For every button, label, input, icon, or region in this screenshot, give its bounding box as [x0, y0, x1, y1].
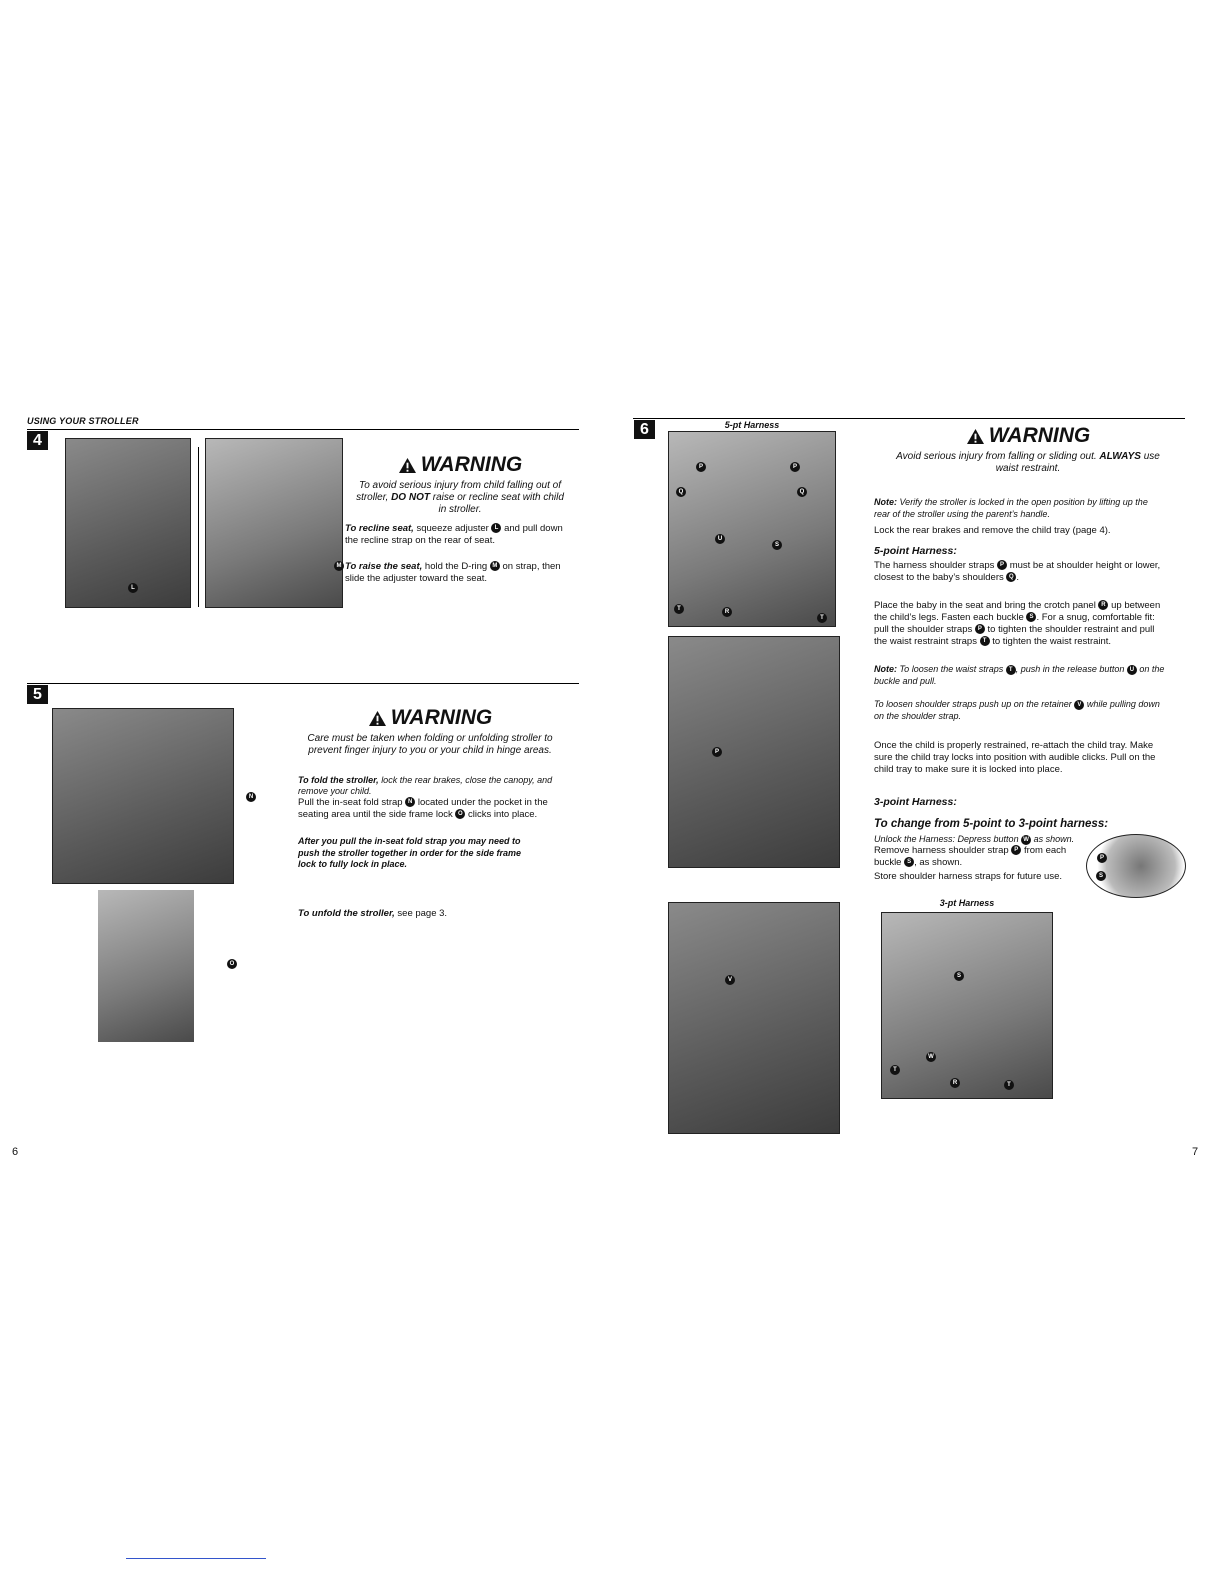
step6-rule: [633, 418, 1185, 419]
recline-line: [345, 523, 577, 535]
loosen-line: on the shoulder strap.: [874, 710, 962, 721]
warning-title-text: WARNING: [390, 706, 493, 729]
remove-text: Remove harness shoulder strap: [874, 845, 1009, 856]
tag-Q: Q: [1006, 572, 1016, 582]
step-number-4: 4: [27, 431, 48, 450]
footer-link-underline: [126, 1558, 266, 1559]
pull-text: clicks into place.: [468, 809, 538, 820]
tag-P: P: [1011, 845, 1021, 855]
step-number-6: 6: [634, 420, 655, 439]
note-text: on the: [1139, 664, 1165, 674]
place-line: [874, 600, 1186, 612]
five-line: closest to the baby’s shoulders Q .: [874, 572, 1020, 583]
place-baby-text: [874, 600, 1186, 648]
tag-T: T: [980, 636, 990, 646]
place-text: to tighten the waist restraint.: [992, 636, 1112, 647]
recline-adjuster-illustration: [65, 438, 191, 608]
tag-P: P: [997, 560, 1007, 570]
warning-span: stroller,: [356, 492, 389, 503]
note-loosen-waist: [874, 664, 1186, 687]
place-text: Place the baby in the seat and bring the crotch panel: [874, 600, 1096, 611]
remove-line: [874, 857, 1084, 869]
place-text: the waist restraint straps: [874, 636, 977, 647]
callout-U: U: [715, 534, 725, 544]
fold-lead: To fold the stroller,: [298, 775, 379, 785]
illustration-divider: [198, 447, 199, 607]
tag-P: P: [975, 624, 985, 634]
tag-S: S: [1026, 612, 1036, 622]
fold-line: remove your child.: [298, 786, 372, 796]
place-text: up between: [1111, 600, 1161, 611]
remove-text: , as shown.: [914, 857, 963, 868]
place-line: [874, 612, 1186, 624]
change-harness-steps: [874, 833, 1084, 883]
place-line: [874, 624, 1186, 636]
warning-text: [296, 733, 564, 757]
after-line: After you pull the in-seat fold strap you may need to: [298, 836, 521, 846]
pull-line: [298, 797, 570, 809]
note-lead: Note:: [874, 497, 897, 507]
five-text: The harness shoulder straps: [874, 560, 995, 571]
note-text: To loosen the waist straps: [899, 664, 1004, 674]
tag-U: U: [1127, 665, 1137, 675]
warning-block-5: [296, 706, 564, 757]
note-line: rear of the stroller using the parent’s handle.: [874, 508, 1050, 519]
retainer-illustration: [668, 902, 840, 1134]
warning-title-text: WARNING: [988, 424, 1091, 447]
once-line: sure the child tray locks into position with audible clicks. Pull on the: [874, 752, 1156, 763]
warning-title-text: WARNING: [420, 453, 523, 476]
warning-title: [872, 424, 1184, 448]
callout-P: P: [1097, 853, 1107, 863]
callout-Q: Q: [676, 487, 686, 497]
fold-instructions: [298, 775, 570, 821]
note-verify: [874, 497, 1184, 520]
warning-line: prevent finger injury to you or your child in hinge areas.: [308, 745, 552, 756]
place-line: [874, 636, 1186, 648]
pull-text: seating area until the side frame lock: [298, 809, 453, 820]
unfold-lead: To unfold the stroller,: [298, 908, 395, 919]
five-text: must be at shoulder height or lower,: [1009, 560, 1161, 571]
tag-R: R: [1098, 600, 1108, 610]
remove-text: buckle: [874, 857, 902, 868]
tag-L: L: [491, 523, 501, 533]
tag-M: M: [490, 561, 500, 571]
place-text: the child’s legs. Fasten each buckle: [874, 612, 1024, 623]
fold-line: [298, 775, 570, 786]
change-harness-heading: To change from 5-point to 3-point harness:: [874, 818, 1109, 830]
warning-block-6: [872, 424, 1184, 475]
warning-span: use: [1143, 451, 1160, 462]
place-text: pull the shoulder straps: [874, 624, 973, 635]
note-line: [874, 664, 1186, 676]
unfold-instructions: [298, 908, 447, 920]
pull-text: located under the pocket in the: [417, 797, 548, 808]
callout-O: O: [227, 959, 237, 969]
place-text: . For a snug, comfortable fit:: [1036, 612, 1155, 623]
step5-rule: [27, 683, 579, 684]
warning-emphasis: ALWAYS: [1099, 451, 1141, 462]
shoulder-strap-illustration: [668, 636, 840, 868]
reattach-tray-text: [874, 740, 1186, 776]
warning-triangle-icon: [398, 457, 417, 474]
tag-N: N: [405, 797, 415, 807]
loosen-text: To loosen shoulder straps push up on the retainer: [874, 699, 1072, 709]
recline-text: and pull down: [504, 523, 563, 534]
five-point-text: [874, 560, 1184, 584]
three-point-heading: 3-point Harness:: [874, 796, 957, 808]
warning-span: raise or recline seat with child: [432, 492, 564, 503]
tag-W: W: [1021, 835, 1031, 845]
note-lead: Note:: [874, 664, 897, 674]
lock-brakes-text: Lock the rear brakes and remove the child tray (page 4).: [874, 525, 1111, 536]
pull-text: Pull the in-seat fold strap: [298, 797, 403, 808]
tag-V: V: [1074, 700, 1084, 710]
callout-T: T: [674, 604, 684, 614]
raise-instructions: [345, 561, 577, 585]
folded-stroller-illustration: [98, 890, 194, 1042]
after-line: push the stroller together in order for the side frame: [298, 847, 522, 858]
tag-T: T: [1006, 665, 1016, 675]
warning-span: Avoid serious injury from falling or sliding out.: [896, 451, 1097, 462]
raise-lead: To raise the seat,: [345, 561, 423, 572]
callout-T: T: [817, 613, 827, 623]
page-number-right: 7: [1192, 1146, 1199, 1158]
once-line: child tray to make sure it is locked into place.: [874, 764, 1063, 775]
warning-line: To avoid serious injury from child falling out of: [359, 480, 561, 491]
callout-P: P: [696, 462, 706, 472]
callout-R: R: [950, 1078, 960, 1088]
tag-S: S: [904, 857, 914, 867]
five-point-harness-illustration: [668, 431, 836, 627]
fold-text: lock the rear brakes, close the canopy, and: [381, 775, 553, 785]
warning-text: [344, 480, 576, 516]
section-label: USING YOUR STROLLER: [27, 416, 139, 426]
once-line: Once the child is properly restrained, re-attach the child tray. Make: [874, 740, 1154, 751]
callout-T: T: [890, 1065, 900, 1075]
recline-line: the recline strap on the rear of seat.: [345, 535, 495, 546]
recline-instructions: [345, 523, 577, 547]
three-point-harness-illustration: [881, 912, 1053, 1099]
callout-S: S: [954, 971, 964, 981]
warning-text: [872, 451, 1184, 475]
section-rule: [27, 429, 579, 430]
warning-triangle-icon: [966, 428, 985, 445]
warning-triangle-icon: [368, 710, 387, 727]
after-pull-note: [298, 836, 570, 871]
callout-S: S: [1096, 871, 1106, 881]
note-line: [874, 497, 1184, 509]
five-point-heading: 5-point Harness:: [874, 545, 957, 557]
callout-P: P: [790, 462, 800, 472]
five-text: closest to the baby’s shoulders: [874, 572, 1004, 583]
warning-line: [872, 451, 1184, 463]
note-line: buckle and pull.: [874, 675, 937, 686]
after-line: lock to fully lock in place.: [298, 859, 408, 869]
callout-V: V: [725, 975, 735, 985]
note-text: Verify the stroller is locked in the open position by lifting up the: [899, 497, 1148, 507]
raise-line: [345, 561, 577, 573]
store-line: Store shoulder harness straps for future use.: [874, 871, 1062, 882]
caption-3pt-harness: 3-pt Harness: [939, 898, 995, 908]
callout-L: L: [128, 583, 138, 593]
unlock-text: as shown.: [1033, 834, 1075, 844]
loosen-line: [874, 699, 1186, 711]
warning-title: [344, 453, 576, 477]
recline-text: squeeze adjuster: [416, 523, 489, 534]
raise-text: hold the D-ring: [424, 561, 488, 572]
five-line: [874, 560, 1184, 572]
warning-line: in stroller.: [438, 504, 482, 515]
warning-block-4: [344, 453, 576, 516]
raise-line: slide the adjuster toward the seat.: [345, 573, 488, 584]
callout-R: R: [722, 607, 732, 617]
step-number-5: 5: [27, 685, 48, 704]
loosen-shoulder-text: [874, 699, 1186, 722]
unlock-text: Unlock the Harness: Depress button: [874, 834, 1019, 844]
raise-seat-illustration: [205, 438, 343, 608]
callout-N: N: [246, 792, 256, 802]
callout-Q: Q: [797, 487, 807, 497]
warning-emphasis: DO NOT: [391, 492, 430, 503]
pull-line: [298, 809, 570, 821]
warning-line: Care must be taken when folding or unfolding stroller to: [307, 733, 553, 744]
recline-lead: To recline seat,: [345, 523, 414, 534]
warning-line: [344, 492, 576, 504]
warning-title: [296, 706, 564, 730]
callout-P: P: [712, 747, 722, 757]
unfold-text: see page 3.: [397, 908, 448, 919]
tag-O: O: [455, 809, 465, 819]
fold-strap-illustration: [52, 708, 234, 884]
callout-T: T: [1004, 1080, 1014, 1090]
note-text: , push in the release button: [1015, 664, 1125, 674]
raise-text: on strap, then: [502, 561, 561, 572]
caption-5pt-harness: 5-pt Harness: [724, 420, 780, 430]
callout-M: M: [334, 561, 344, 571]
callout-S: S: [772, 540, 782, 550]
place-text: to tighten the shoulder restraint and pull: [987, 624, 1155, 635]
loosen-text: while pulling down: [1086, 699, 1160, 709]
warning-line: waist restraint.: [995, 463, 1061, 474]
remove-line: [874, 845, 1084, 857]
buckle-detail-illustration: [1086, 834, 1186, 898]
page-number-left: 6: [12, 1146, 19, 1158]
unlock-line: [874, 833, 1084, 845]
callout-W: W: [926, 1052, 936, 1062]
remove-text: from each: [1023, 845, 1067, 856]
